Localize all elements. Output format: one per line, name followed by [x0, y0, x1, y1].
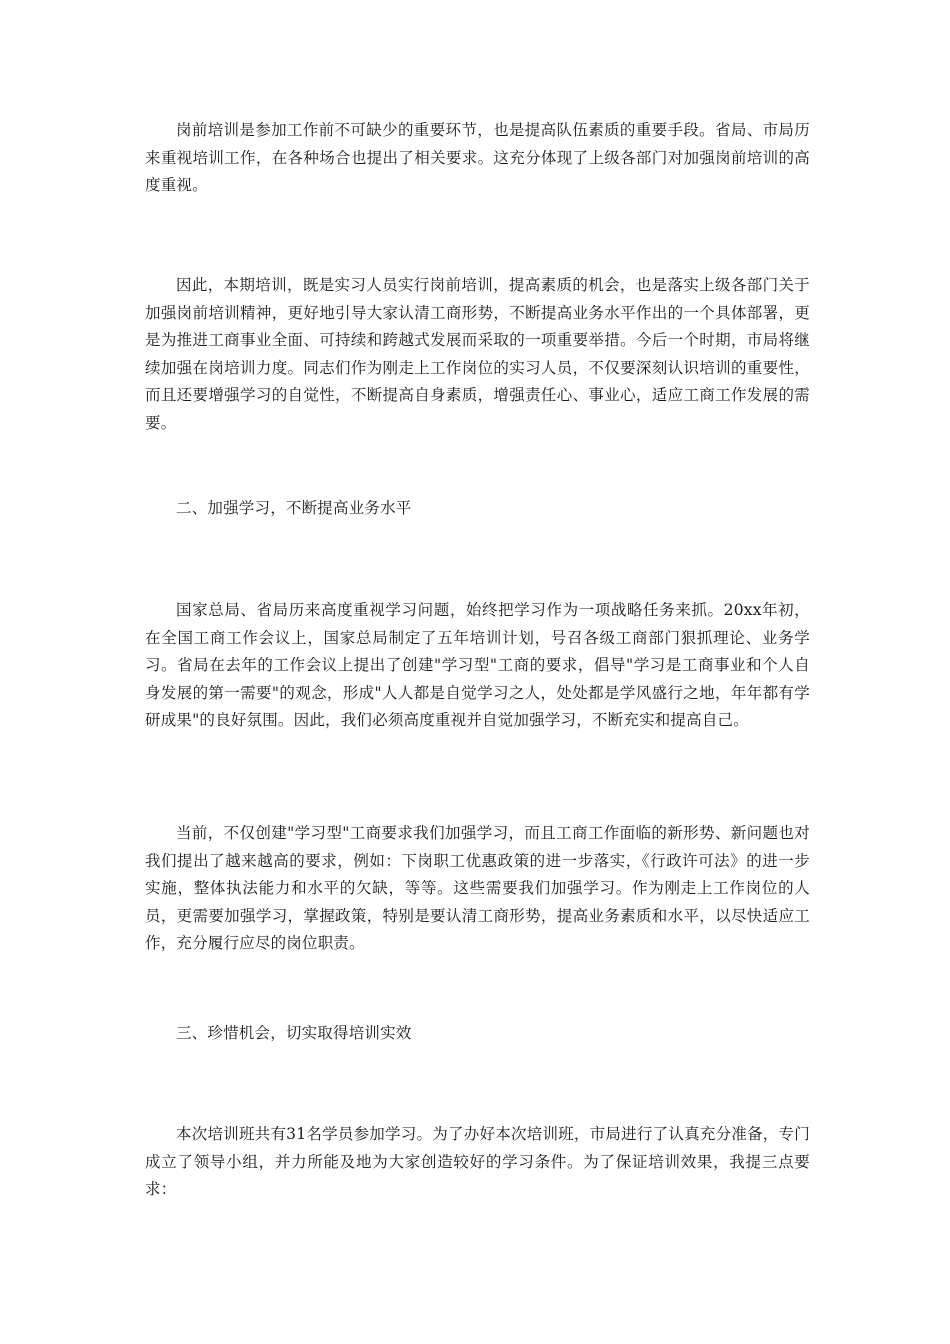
paragraph-training-class: 本次培训班共有31名学员参加学习。为了办好本次培训班，市局进行了认真充分准备，专门成立了领导小组，并力所能及地为大家创造较好的学习条件。为了保证培训效果，我提三点要求：	[145, 1125, 810, 1198]
paragraph-training-purpose: 因此，本期培训，既是实习人员实行岗前培训，提高素质的机会，也是落实上级各部门关于加强岗前培训精神，更好地引导大家认清工商形势，不断提高业务水平作出的一个具体部署，更是为推进工商事业全面、可持续和跨越式发展而采取的一项重要举措。今后一个时期，市局将继续加强在岗培训力度。同志们作为刚走上工作岗位的实习人员，不仅要深刻认识培训的重要性，而且还要增强学习的自觉性，不断提高自身素质，增强责任心、事业心，适应工商工作发展的需要。	[145, 276, 810, 432]
paragraph-pre-job-training: 岗前培训是参加工作前不可缺少的重要环节，也是提高队伍素质的重要手段。省局、市局历来重视培训工作，在各种场合也提出了相关要求。这充分体现了上级各部门对加强岗前培训的高度重视。	[145, 121, 810, 194]
section-heading-3: 三、珍惜机会，切实取得培训实效	[176, 1024, 412, 1042]
paragraph-study-importance: 国家总局、省局历来高度重视学习问题，始终把学习作为一项战略任务来抓。20xx年初，在全国工商工作会议上，国家总局制定了五年培训计划，号召各级工商部门狠抓理论、业务学习。省局在去年的工作会议上提出了创建"学习型"工商的要求，倡导"学习是工商事业和个人自身发展的第一需要"的观念，形成"人人都是自觉学习之人，处处都是学风盛行之地，年年都有学研成果"的良好氛围。因此，我们必须高度重视并自觉加强学习，不断充实和提高自己。	[145, 601, 810, 729]
section-heading-2: 二、加强学习，不断提高业务水平	[176, 499, 412, 517]
paragraph-current-situation: 当前，不仅创建"学习型"工商要求我们加强学习，而且工商工作面临的新形势、新问题也对我们提出了越来越高的要求，例如：下岗职工优惠政策的进一步落实，《行政许可法》的进一步实施，整体执法能力和水平的欠缺，等等。这些需要我们加强学习。作为刚走上工作岗位的人员，更需要加强学习，掌握政策，特别是要认清工商形势，提高业务素质和水平，以尽快适应工作，充分履行应尽的岗位职责。	[145, 824, 810, 952]
